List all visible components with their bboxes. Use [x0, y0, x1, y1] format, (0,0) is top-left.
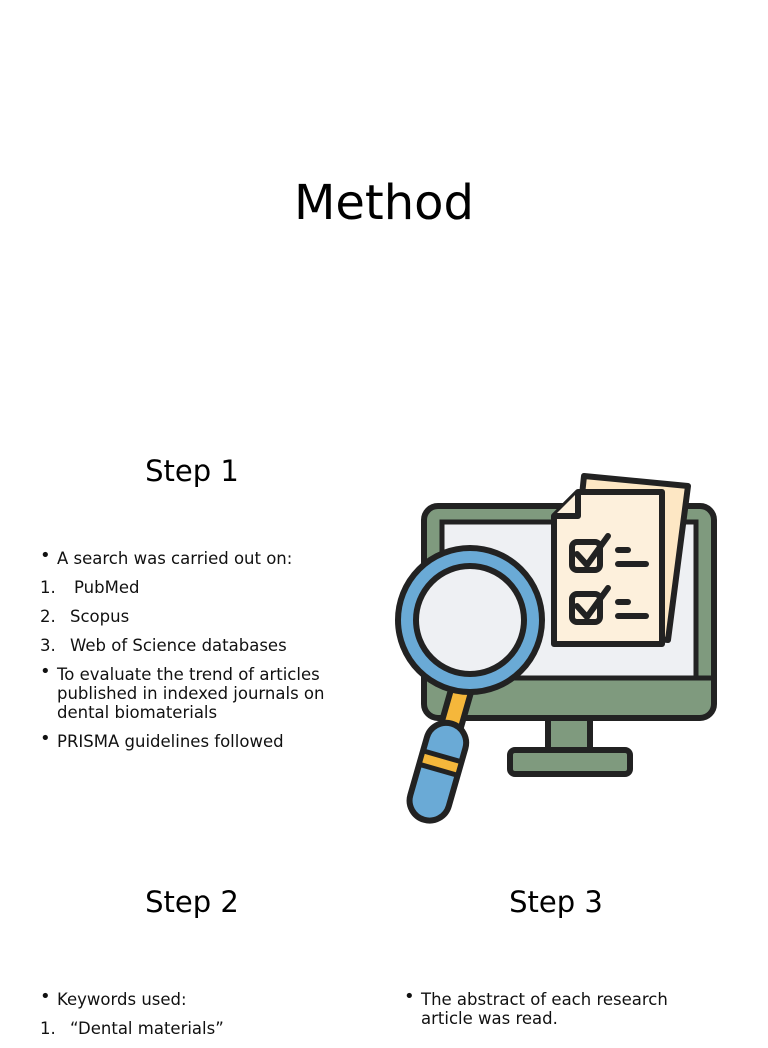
list-item [40, 607, 360, 626]
list-item [40, 636, 360, 655]
step-1-list [40, 549, 360, 761]
list-item-text: Web of Science databases [70, 636, 287, 655]
list-item [40, 578, 360, 597]
list-item-text: “Dental materials” [70, 1019, 224, 1038]
list-item [40, 665, 360, 722]
list-item-number: 1. [40, 1019, 56, 1038]
list-item-text: Keywords used: [57, 990, 187, 1009]
list-item [40, 1019, 360, 1038]
list-item [404, 990, 724, 1028]
page-title: Method [293, 175, 475, 231]
list-item [40, 549, 360, 568]
step-3-heading: Step 3 [509, 885, 603, 919]
step-3-list [404, 990, 724, 1038]
list-item-number: 1. [40, 578, 56, 597]
list-item-text: PubMed [74, 578, 140, 597]
list-item-text: To evaluate the trend of articles published in indexed journals on dental biomaterials [57, 665, 325, 722]
step-1-heading: Step 1 [145, 454, 239, 488]
list-item-text: A search was carried out on: [57, 549, 293, 568]
list-item-text: PRISMA guidelines followed [57, 732, 284, 751]
list-item-number: 3. [40, 636, 56, 655]
list-item [40, 732, 360, 751]
step-2-heading: Step 2 [145, 885, 239, 919]
step-2-list [40, 990, 360, 1048]
computer-search-checklist-icon [392, 470, 722, 830]
list-item-number: 2. [40, 607, 56, 626]
list-item-text: The abstract of each research article was read. [421, 990, 668, 1028]
list-item [40, 990, 360, 1009]
list-item-text: Scopus [70, 607, 130, 626]
